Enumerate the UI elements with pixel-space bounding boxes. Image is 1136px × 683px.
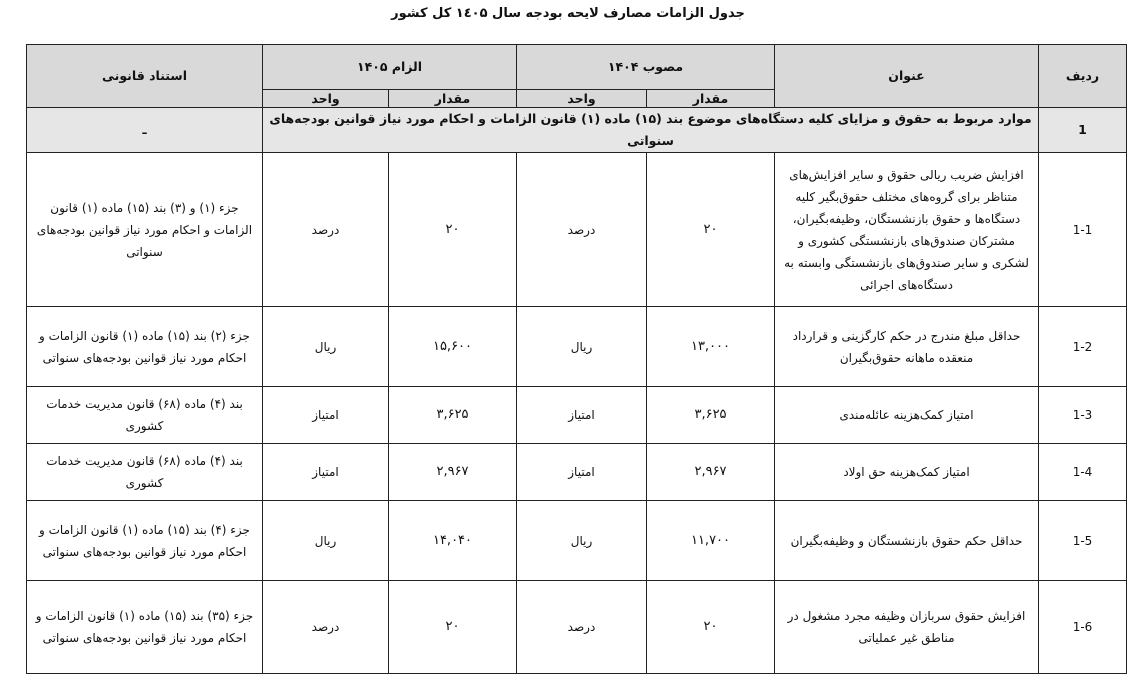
table-row — [27, 501, 1127, 581]
row-amount-1404: ۲۰ — [647, 153, 775, 307]
budget-table — [26, 44, 1127, 674]
row-unit-1405: ریال — [263, 501, 389, 581]
table-row — [27, 153, 1127, 307]
row-radif: 1-1 — [1039, 153, 1127, 307]
row-unit-1404: درصد — [517, 581, 647, 674]
row-radif: 1-5 — [1039, 501, 1127, 581]
header-mosavab-1404: مصوب ۱۴۰۴ — [517, 45, 775, 90]
subheader-vahed-1405: واحد — [263, 90, 389, 108]
section-row — [27, 108, 1127, 153]
row-amount-1405: ۳,۶۲۵ — [389, 387, 517, 444]
header-radif: ردیف — [1039, 45, 1127, 108]
header-row — [27, 45, 1127, 90]
row-title: امتیاز کمک‌هزینه عائله‌مندی — [775, 387, 1039, 444]
row-title: افزایش حقوق سربازان وظیفه مجرد مشغول در مناطق غیر عملیاتی — [775, 581, 1039, 674]
row-unit-1404: امتیاز — [517, 387, 647, 444]
row-radif: 1-6 — [1039, 581, 1127, 674]
row-legal-basis: جزء (۳۵) بند (۱۵) ماده (۱) قانون الزامات و احکام مورد نیاز قوانین بودجه‌های سنواتی — [27, 581, 263, 674]
subheader-vahed-1404: واحد — [517, 90, 647, 108]
row-amount-1404: ۲,۹۶۷ — [647, 444, 775, 501]
row-amount-1405: ۲۰ — [389, 581, 517, 674]
row-amount-1404: ۲۰ — [647, 581, 775, 674]
header-estenad: استناد قانونی — [27, 45, 263, 108]
row-unit-1404: ریال — [517, 307, 647, 387]
table-row — [27, 444, 1127, 501]
row-amount-1405: ۱۴,۰۴۰ — [389, 501, 517, 581]
row-title: حداقل حکم حقوق بازنشستگان و وظیفه‌بگیران — [775, 501, 1039, 581]
row-legal-basis: بند (۴) ماده (۶۸) قانون مدیریت خدمات کشوری — [27, 444, 263, 501]
row-radif: 1-2 — [1039, 307, 1127, 387]
row-unit-1405: درصد — [263, 581, 389, 674]
row-unit-1405: درصد — [263, 153, 389, 307]
table-row — [27, 581, 1127, 674]
row-legal-basis: جزء (۱) و (۳) بند (۱۵) ماده (۱) قانون الزامات و احکام مورد نیاز قوانین بودجه‌های سنواتی — [27, 153, 263, 307]
row-unit-1405: امتیاز — [263, 444, 389, 501]
row-legal-basis: بند (۴) ماده (۶۸) قانون مدیریت خدمات کشوری — [27, 387, 263, 444]
row-unit-1405: امتیاز — [263, 387, 389, 444]
row-unit-1404: امتیاز — [517, 444, 647, 501]
row-amount-1405: ۲۰ — [389, 153, 517, 307]
row-amount-1404: ۳,۶۲۵ — [647, 387, 775, 444]
header-elzam-1405: الزام ۱۴۰۵ — [263, 45, 517, 90]
subheader-miqdar-1405: مقدار — [389, 90, 517, 108]
table-row — [27, 307, 1127, 387]
row-unit-1405: ریال — [263, 307, 389, 387]
table-row — [27, 387, 1127, 444]
row-title: حداقل مبلغ مندرج در حکم کارگزینی و قرارداد منعقده ماهانه حقوق‌بگیران — [775, 307, 1039, 387]
section-number: 1 — [1039, 108, 1127, 153]
row-amount-1404: ۱۳,۰۰۰ — [647, 307, 775, 387]
row-legal-basis: جزء (۲) بند (۱۵) ماده (۱) قانون الزامات و احکام مورد نیاز قوانین بودجه‌های سنواتی — [27, 307, 263, 387]
row-title: امتیاز کمک‌هزینه حق اولاد — [775, 444, 1039, 501]
row-radif: 1-3 — [1039, 387, 1127, 444]
row-legal-basis: جزء (۴) بند (۱۵) ماده (۱) قانون الزامات و احکام مورد نیاز قوانین بودجه‌های سنواتی — [27, 501, 263, 581]
row-radif: 1-4 — [1039, 444, 1127, 501]
row-amount-1404: ۱۱,۷۰۰ — [647, 501, 775, 581]
header-onvan: عنوان — [775, 45, 1039, 108]
row-unit-1404: درصد — [517, 153, 647, 307]
row-amount-1405: ۲,۹۶۷ — [389, 444, 517, 501]
section-law: ـ — [27, 108, 263, 153]
document-title: جدول الزامات مصارف لایحه بودجه سال ۱٤۰۵ کل کشور — [391, 6, 745, 21]
subheader-miqdar-1404: مقدار — [647, 90, 775, 108]
row-amount-1405: ۱۵,۶۰۰ — [389, 307, 517, 387]
row-unit-1404: ریال — [517, 501, 647, 581]
row-title: افزایش ضریب ریالی حقوق و سایر افزایش‌های متناظر برای گروه‌های مختلف حقوق‌بگیر کلیه دستگاه‌ها و حقوق بازنشستگان، وظیفه‌بگیران، مشترکان صندوق‌های بازنشستگی کشوری و لشکری و سایر صندوق‌های بازنشستگی وابسته به دستگاه‌های اجرائی — [775, 153, 1039, 307]
section-title: موارد مربوط به حقوق و مزایای کلیه دستگاه‌های موضوع بند (۱۵) ماده (۱) قانون الزامات و احکام مورد نیاز قوانین بودجه‌های سنواتی — [263, 108, 1039, 153]
